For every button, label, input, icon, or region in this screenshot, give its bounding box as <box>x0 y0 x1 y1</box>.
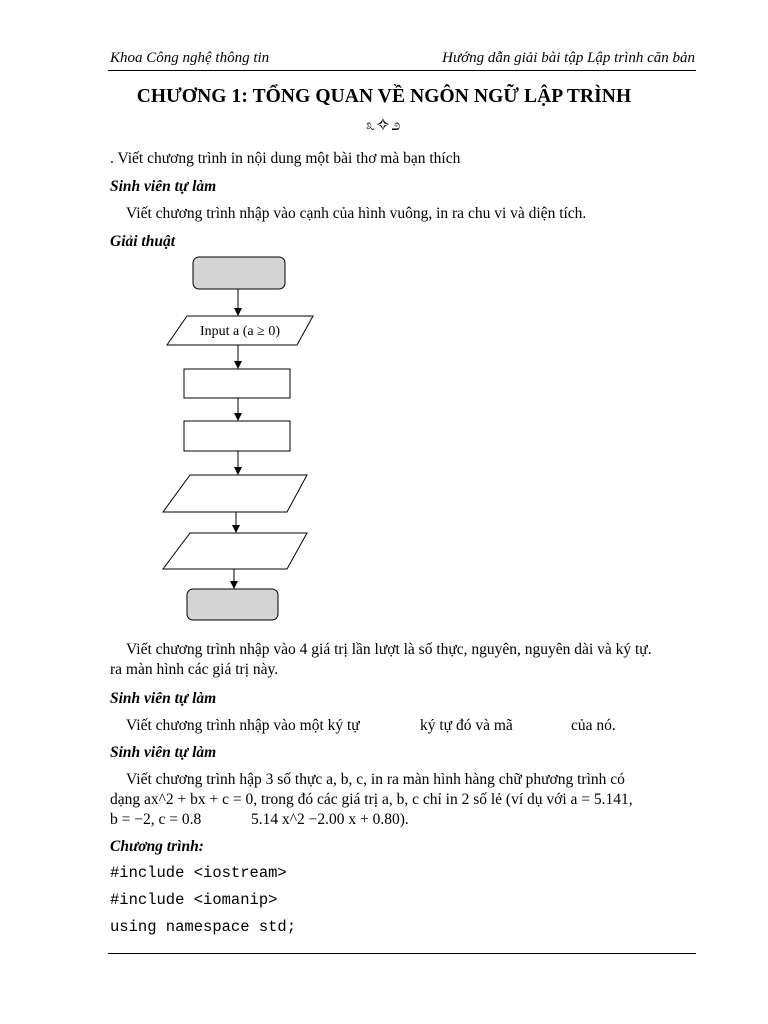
exercise-5-line-1: Viết chương trình hập 3 số thực a, b, c, in ra màn hình hàng chữ phương trình có <box>126 771 625 788</box>
exercise-3-line-1: Viết chương trình nhập vào 4 giá trị lần lượt là số thực, nguyên, nguyên dài và ký tự. <box>126 641 652 658</box>
algorithm-label: Giải thuật <box>110 233 176 250</box>
self-study-label-1: Sinh viên tự làm <box>110 178 217 195</box>
flowchart-process-box-2 <box>184 421 290 451</box>
exercise-4-part-3: của nó. <box>571 717 616 734</box>
header-course-title: Hướng dẫn giải bài tập Lập trình căn bản <box>442 50 695 66</box>
exercise-5-line-3-part-1: b = −2, c = 0.8 <box>110 811 202 828</box>
header-divider <box>108 70 696 71</box>
flowchart-input-label: Input a (a ≥ 0) <box>200 324 280 339</box>
self-study-label-2: Sinh viên tự làm <box>110 690 217 707</box>
exercise-3-line-2: ra màn hình các giá trị này. <box>110 661 279 678</box>
exercise-5-line-3-part-2: 5.14 x^2 −2.00 x + 0.80). <box>251 811 409 828</box>
chapter-title: CHƯƠNG 1: TỔNG QUAN VỀ NGÔN NGỮ LẬP TRÌNH <box>136 86 632 107</box>
exercise-5-line-2: dạng ax^2 + bx + c = 0, trong đó các giá trị a, b, c chỉ in 2 số lẻ (ví dụ với a = 5.141, <box>110 791 633 808</box>
exercise-4-part-2: ký tự đó và mã <box>420 717 513 734</box>
exercise-2-text: Viết chương trình nhập vào cạnh của hình vuông, in ra chu vi và diện tích. <box>126 205 587 222</box>
exercise-4-part-1: Viết chương trình nhập vào một ký tự <box>126 717 360 734</box>
code-line-1: #include <iostream> <box>110 864 287 882</box>
flowchart-start-terminator <box>193 257 285 289</box>
flowchart-output-parallelogram-2 <box>163 533 307 569</box>
flowchart-process-box-1 <box>184 369 290 398</box>
flowchart-end-terminator <box>187 589 278 620</box>
exercise-1-text: . Viết chương trình in nội dung một bài thơ mà bạn thích <box>110 150 461 167</box>
flowchart-output-parallelogram-1 <box>163 475 307 512</box>
code-line-2: #include <iomanip> <box>110 891 278 909</box>
self-study-label-3: Sinh viên tự làm <box>110 744 217 761</box>
ornament-divider: ೩✧೨ <box>365 117 403 134</box>
header-faculty: Khoa Công nghệ thông tin <box>110 50 270 66</box>
code-line-3: using namespace std; <box>110 918 297 936</box>
flowchart <box>150 250 330 630</box>
program-label: Chương trình: <box>110 838 204 855</box>
footer-divider <box>108 953 696 954</box>
